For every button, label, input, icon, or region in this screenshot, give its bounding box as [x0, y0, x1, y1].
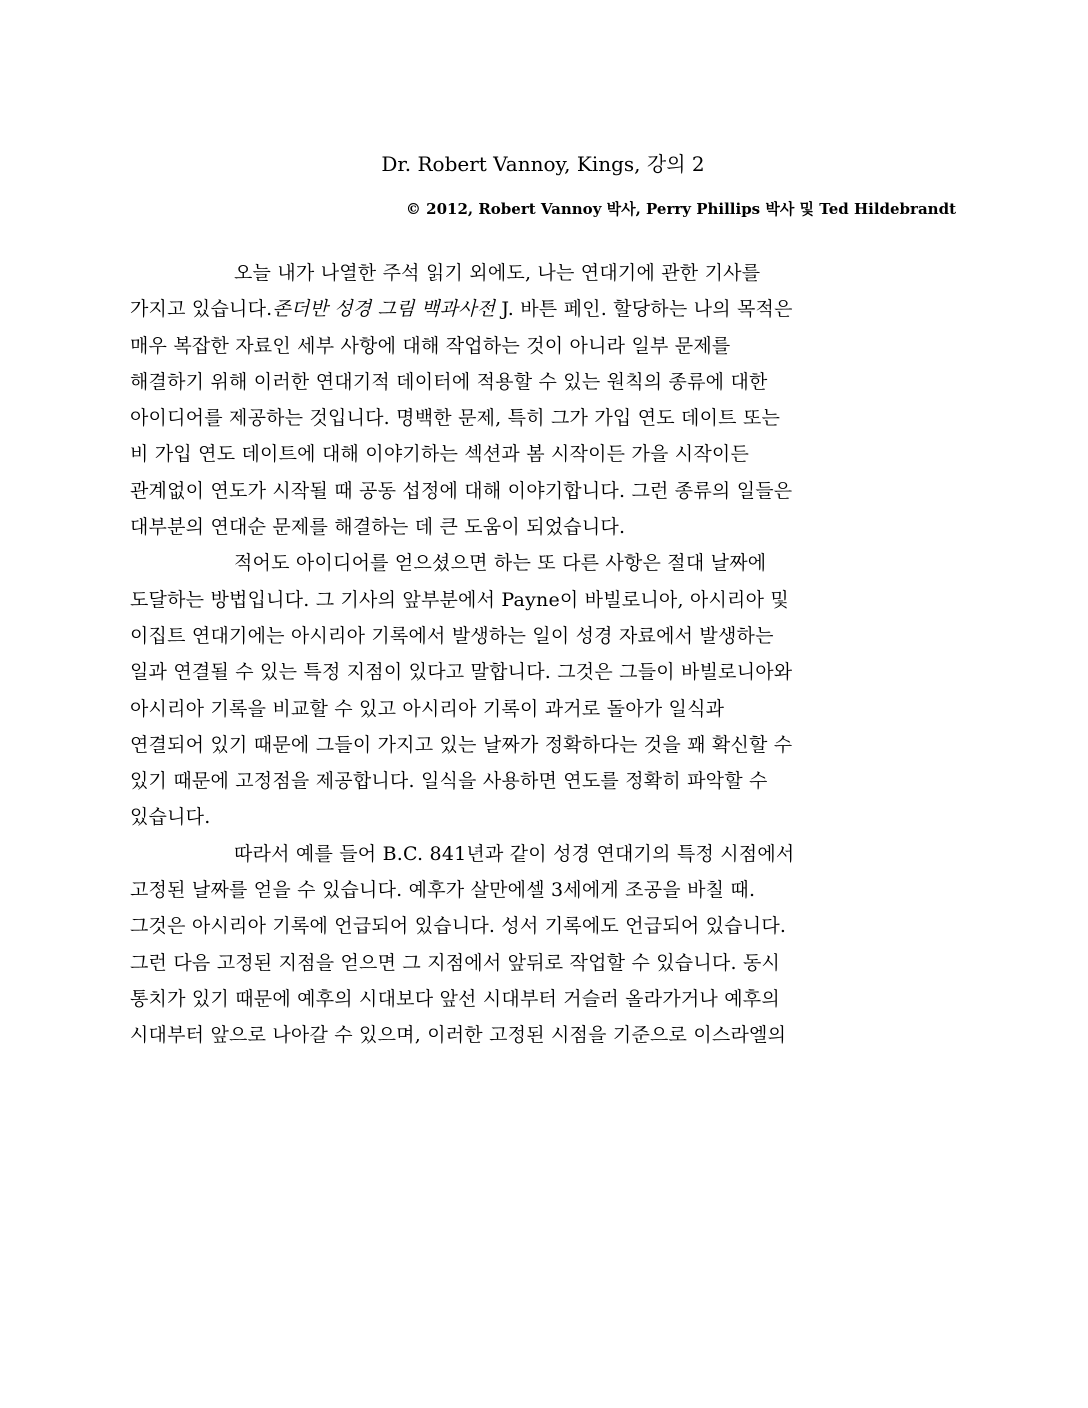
paragraph-3 [130, 836, 960, 1054]
book-title: 존더반 성경 그림 백과사전 [272, 298, 496, 321]
text-line: 대부분의 연대순 문제를 해결하는 데 큰 도움이 되었습니다. [130, 516, 626, 539]
text-line: 적어도 아이디어를 얻으셨으면 하는 또 다른 사항은 절대 날짜에 [234, 552, 767, 575]
text-line: 있습니다. [130, 806, 211, 829]
text-line: 관계없이 연도가 시작될 때 공동 섭정에 대해 이야기합니다. 그런 종류의 일들은 [130, 479, 793, 502]
paragraph-1 [130, 255, 960, 545]
copyright-line: © 2012, Robert Vannoy 박사, Perry Phillips 박사 및 Ted Hildebrandt [405, 200, 956, 218]
text-line: 있기 때문에 고정점을 제공합니다. 일식을 사용하면 연도를 정확히 파악할 수 [130, 770, 768, 793]
document-body [130, 255, 960, 1054]
text-line: 매우 복잡한 자료인 세부 사항에 대해 작업하는 것이 아니라 일부 문제를 [130, 334, 731, 357]
text-line: 따라서 예를 들어 B.C. 841년과 같이 성경 연대기의 특정 시점에서 [234, 842, 795, 865]
text-line: 이집트 연대기에는 아시리아 기록에서 발생하는 일이 성경 자료에서 발생하는 [130, 624, 774, 647]
text-line: 시대부터 앞으로 나아갈 수 있으며, 이러한 고정된 시점을 기준으로 이스라엘의 [130, 1024, 787, 1047]
text-line: 고정된 날짜를 얻을 수 있습니다. 예후가 살만에셀 3세에게 조공을 바칠 때. [130, 879, 756, 902]
text-line: 그것은 아시리아 기록에 언급되어 있습니다. 성서 기록에도 언급되어 있습니다. [130, 915, 787, 938]
text-segment: 가지고 있습니다. [130, 298, 273, 321]
text-line: 아이디어를 제공하는 것입니다. 명백한 문제, 특히 그가 가입 연도 데이트 또는 [130, 407, 781, 430]
text-line: 일과 연결될 수 있는 특정 지점이 있다고 말합니다. 그것은 그들이 바빌로니아와 [130, 661, 793, 684]
text-line [130, 291, 960, 327]
text-line: 비 가입 연도 데이트에 대해 이야기하는 섹션과 봄 시작이든 가을 시작이든 [130, 443, 750, 466]
text-line: 도달하는 방법입니다. 그 기사의 앞부분에서 Payne이 바빌로니아, 아시리아 및 [130, 588, 789, 611]
text-segment: J. 바튼 페인. 할당하는 나의 목적은 [495, 298, 793, 321]
text-line: 연결되어 있기 때문에 그들이 가지고 있는 날짜가 정확하다는 것을 꽤 확신할 수 [130, 733, 793, 756]
text-line: 오늘 내가 나열한 주석 읽기 외에도, 나는 연대기에 관한 기사를 [234, 262, 761, 284]
text-line: 아시리아 기록을 비교할 수 있고 아시리아 기록이 과거로 돌아가 일식과 [130, 697, 725, 720]
text-line: 그런 다음 고정된 지점을 얻으면 그 지점에서 앞뒤로 작업할 수 있습니다. 동시 [130, 951, 781, 974]
text-line: 통치가 있기 때문에 예후의 시대보다 앞선 시대부터 거슬러 올라가거나 예후의 [130, 987, 780, 1010]
paragraph-2 [130, 545, 960, 835]
document-title: Dr. Robert Vannoy, Kings, 강의 2 [381, 152, 705, 176]
text-line: 해결하기 위해 이러한 연대기적 데이터에 적용할 수 있는 원칙의 종류에 대한 [130, 370, 768, 393]
